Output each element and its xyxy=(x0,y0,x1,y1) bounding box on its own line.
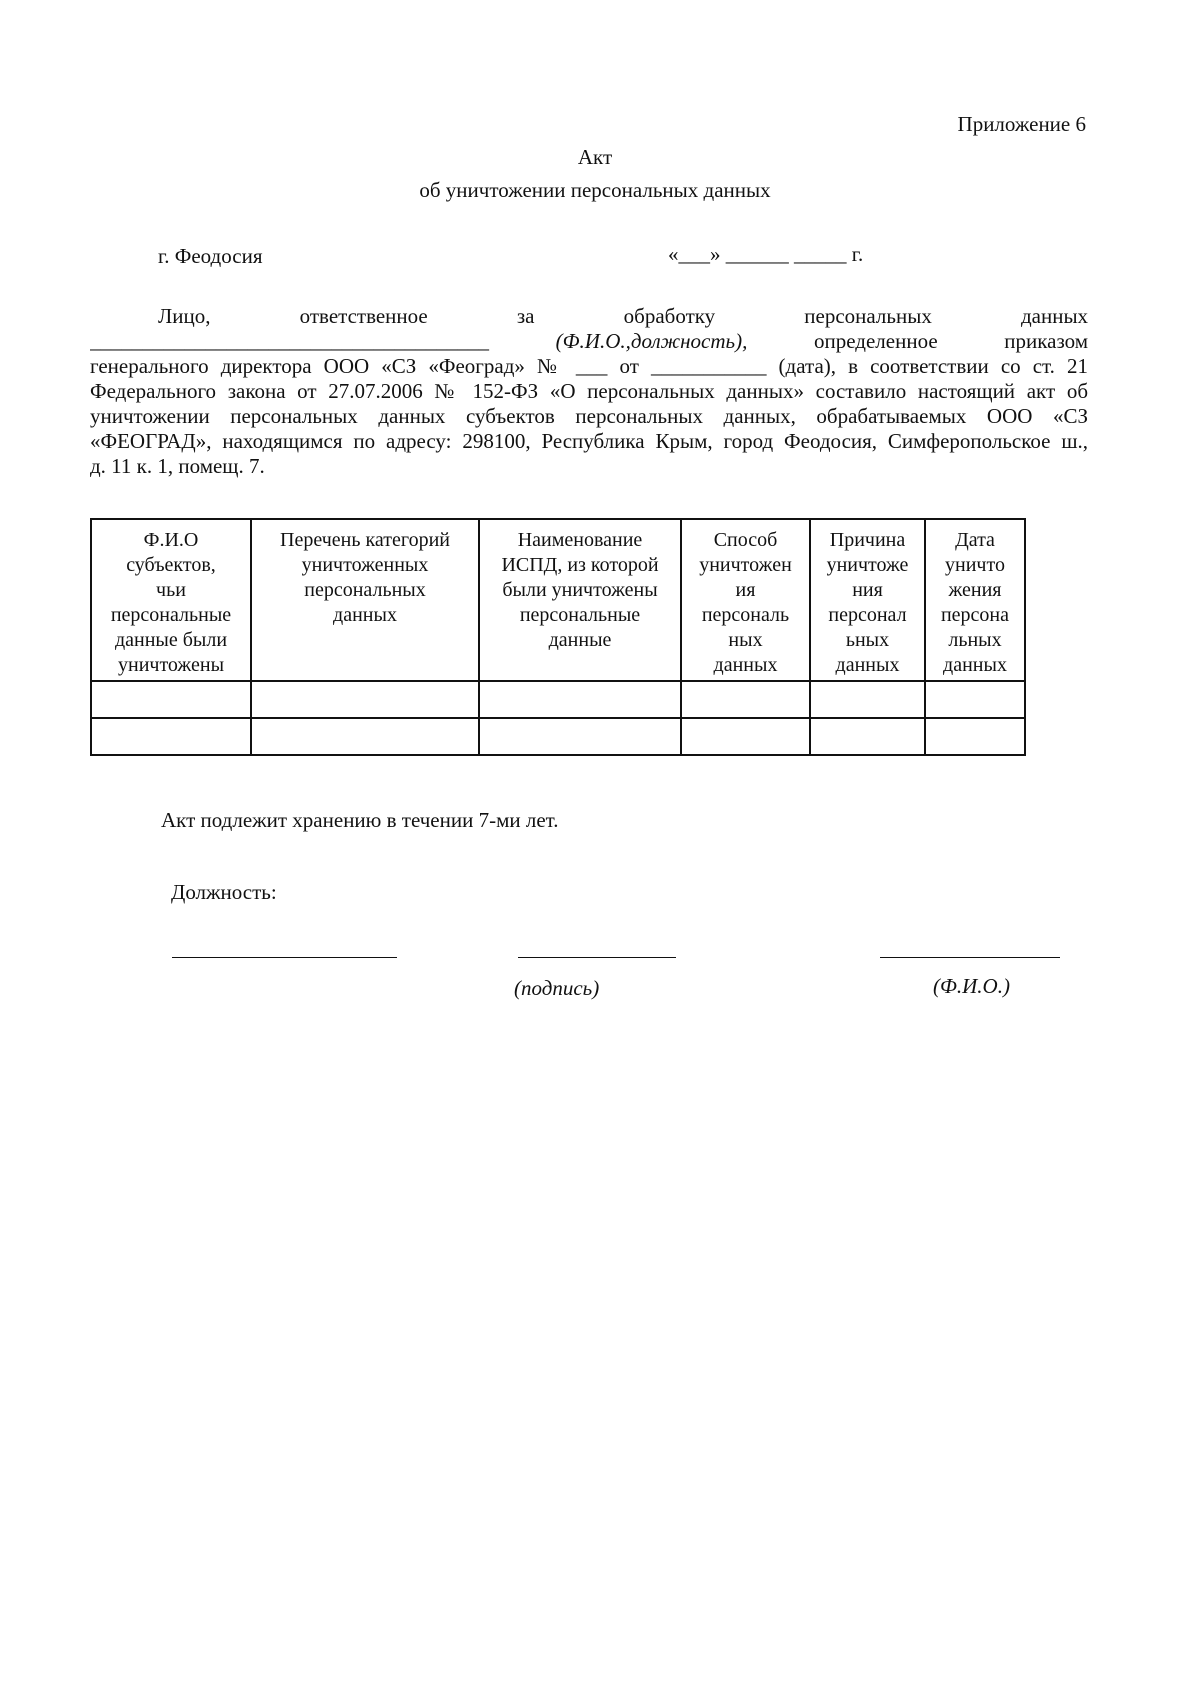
body-line-1 xyxy=(90,304,1088,329)
header-line: уничтоже xyxy=(826,554,909,576)
header-line: данные xyxy=(548,629,612,651)
date-placeholder: «___» ______ _____ г. xyxy=(668,242,864,266)
body-line-2 xyxy=(90,329,1088,354)
header-line: Перечень категорий xyxy=(280,529,450,551)
body-line-4: Федерального закона от 27.07.2006 № 152-ФЗ «О персональных данных» составило настоящий акт об xyxy=(90,379,1088,403)
table-cell xyxy=(479,718,681,755)
header-line: данных xyxy=(835,654,900,676)
header-line: жения xyxy=(948,579,1002,601)
col-header-data-categories xyxy=(251,519,479,681)
header-line: Дата xyxy=(955,529,995,551)
header-line: ных xyxy=(728,629,763,651)
header-line: Способ xyxy=(713,529,778,551)
responsible-person-hint: (Ф.И.О.,должность), xyxy=(555,329,748,353)
act-body-paragraph xyxy=(90,304,1088,479)
header-line: субъектов, xyxy=(126,554,216,576)
signature-caption: (подпись) xyxy=(514,976,600,1000)
header-line: персональных xyxy=(304,579,426,601)
body-word: данных xyxy=(1020,304,1088,328)
table-cell xyxy=(681,718,810,755)
table-row xyxy=(91,681,1025,718)
header-line: ИСПД, из которой xyxy=(501,554,659,576)
header-line: уничтоженных xyxy=(301,554,429,576)
signature-line xyxy=(518,957,676,958)
body-line-3: генерального директора ООО «СЗ «Феоград» № ___ от ___________ (дата), в соответствии со ст. 21 xyxy=(90,354,1088,378)
document-title: Акт xyxy=(577,145,613,169)
table-cell xyxy=(251,681,479,718)
city-label: г. Феодосия xyxy=(158,244,263,268)
body-line-5: уничтожении персональных данных субъектов персональных данных, обрабатываемых ООО «СЗ xyxy=(90,404,1088,428)
header-line: персона xyxy=(940,604,1010,626)
position-label: Должность: xyxy=(171,880,277,904)
table-cell xyxy=(810,681,925,718)
col-header-destruction-date xyxy=(925,519,1025,681)
table-cell xyxy=(91,718,251,755)
header-line: чьи xyxy=(156,579,186,601)
table-cell xyxy=(681,681,810,718)
header-line: ия xyxy=(735,579,756,601)
header-line: данные были xyxy=(114,629,228,651)
header-line: персональные xyxy=(519,604,641,626)
col-header-destruction-method xyxy=(681,519,810,681)
storage-note: Акт подлежит хранению в течении 7-ми лет. xyxy=(161,808,559,832)
position-signature-line xyxy=(172,957,397,958)
header-line: данных xyxy=(713,654,778,676)
table-cell xyxy=(810,718,925,755)
col-header-subject-name xyxy=(91,519,251,681)
header-line: уничтожен xyxy=(699,554,792,576)
header-line: Причина xyxy=(829,529,906,551)
header-line: персонал xyxy=(828,604,907,626)
body-word: обработку xyxy=(623,304,716,328)
responsible-person-blank: ______________________________________ xyxy=(90,329,489,353)
header-line: уничтожены xyxy=(117,654,224,676)
appendix-label: Приложение 6 xyxy=(957,112,1086,136)
destruction-table xyxy=(90,518,1026,756)
header-line: ния xyxy=(852,579,883,601)
header-line: персональные xyxy=(110,604,232,626)
header-line: данных xyxy=(943,654,1007,676)
body-line-6: «ФЕОГРАД», находящимся по адресу: 298100, Республика Крым, город Феодосия, Симферопольское ш., xyxy=(90,429,1088,453)
body-word: Лицо, xyxy=(158,304,211,328)
document-subtitle: об уничтожении персональных данных xyxy=(419,178,771,202)
header-line: были уничтожены xyxy=(502,579,658,601)
header-line: льных xyxy=(948,629,1002,651)
table-header-row xyxy=(91,519,1025,681)
table-cell xyxy=(251,718,479,755)
body-line-7: д. 11 к. 1, помещ. 7. xyxy=(90,454,265,478)
header-line: Наименование xyxy=(517,529,643,551)
col-header-ispd-name xyxy=(479,519,681,681)
table-cell xyxy=(479,681,681,718)
table-cell xyxy=(91,681,251,718)
body-word: за xyxy=(516,304,535,328)
table-cell xyxy=(925,681,1025,718)
body-word: персональных xyxy=(804,304,932,328)
header-line: уничто xyxy=(945,554,1005,576)
body-word: ответственное xyxy=(299,304,428,328)
table-cell xyxy=(925,718,1025,755)
col-header-destruction-reason xyxy=(810,519,925,681)
header-line: Ф.И.О xyxy=(143,529,199,551)
table-row xyxy=(91,718,1025,755)
fio-line xyxy=(880,957,1060,958)
header-line: данных xyxy=(333,604,397,626)
body-line-2-text: определенное приказом xyxy=(814,329,1088,353)
header-line: ьных xyxy=(845,629,890,651)
header-line: персональ xyxy=(701,604,790,626)
fio-caption: (Ф.И.О.) xyxy=(933,974,1010,998)
